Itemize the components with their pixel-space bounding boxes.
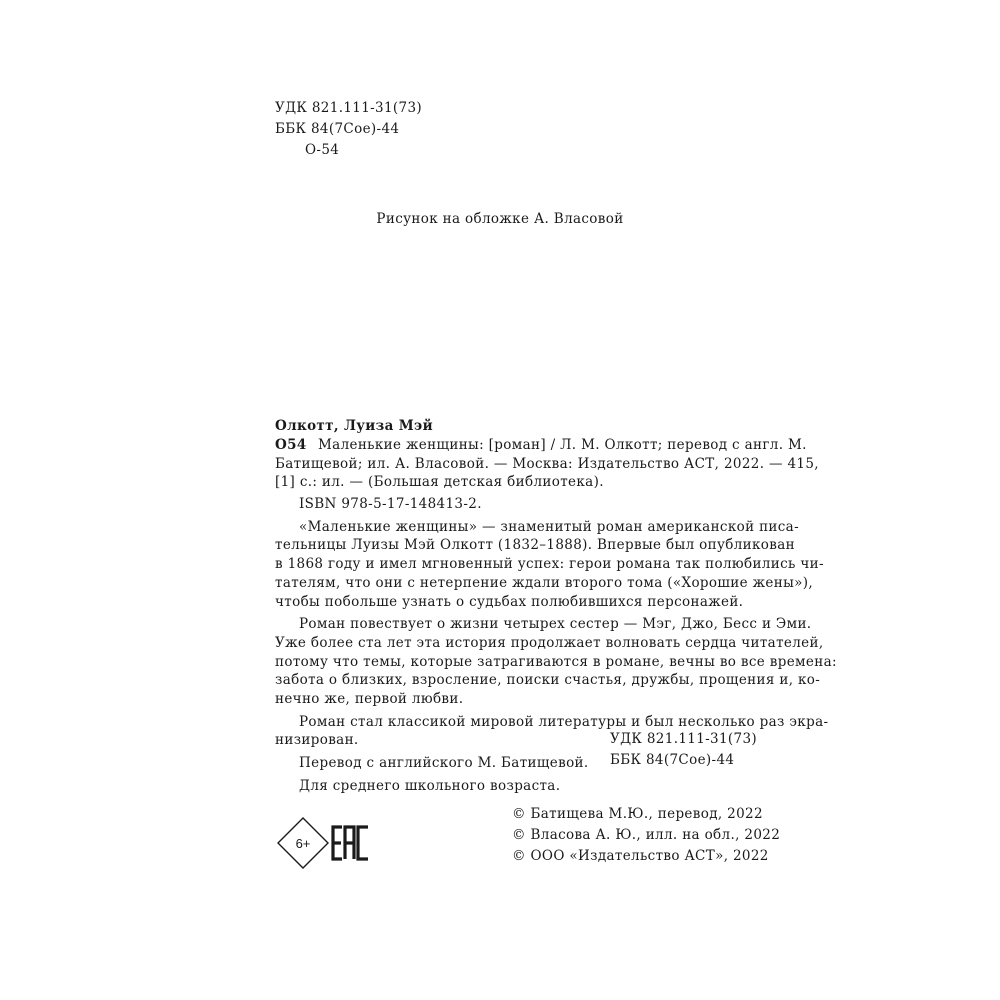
description-line: Батищевой; ил. А. Власовой. — Москва: Издательство АСТ, 2022. — 415, xyxy=(275,455,819,472)
annotation-line: нечно же, первой любви. xyxy=(275,690,464,707)
bibliographic-entry xyxy=(275,436,819,492)
age-rating-text: 6+ xyxy=(295,836,311,851)
copyright-line: © Батищева М.Ю., перевод, 2022 xyxy=(512,806,763,822)
cover-credit: Рисунок на обложке А. Власовой xyxy=(376,211,624,227)
annotation-line: Уже более ста лет эта история продолжает волновать сердца читателей, xyxy=(275,634,824,651)
age-rating-badge xyxy=(275,815,331,871)
copyright-line: © ООО «Издательство АСТ», 2022 xyxy=(512,848,769,864)
annotation-line: тателям, что они с нетерпение ждали второго тома («Хорошие жены»), xyxy=(275,574,814,591)
bbk-code: ББК 84(7Сое)-44 xyxy=(275,121,400,137)
annotation-line: «Маленькие женщины» — знаменитый роман американской писа- xyxy=(299,518,799,535)
annotation-line: Роман стал классикой мировой литературы и был несколько раз экра- xyxy=(299,713,829,730)
annotation-line: Роман повествует о жизни четырех сестер — Мэг, Джо, Бесс и Эми. xyxy=(299,616,812,633)
annotation-line: низирован. xyxy=(275,732,359,749)
entry-code: О54 xyxy=(275,437,307,453)
author-heading: Олкотт, Луиза Мэй xyxy=(275,418,433,434)
udk-code-bottom: УДК 821.111-31(73) xyxy=(610,731,758,747)
copyright-line: © Власова А. Ю., илл. на обл., 2022 xyxy=(512,827,781,843)
annotation-line: потому что темы, которые затрагиваются в романе, вечны во все времена: xyxy=(275,653,837,670)
bbk-code-bottom: ББК 84(7Сое)-44 xyxy=(610,752,735,768)
translation-note: Перевод с английского М. Батищевой. xyxy=(299,755,589,771)
isbn: ISBN 978-5-17-148413-2. xyxy=(299,496,482,513)
annotation-line: забота о близких, взросление, поиски счастья, дружбы, прощения и, ко- xyxy=(275,672,821,689)
annotation-line: чтобы побольше узнать о судьбах полюбившихся персонажей. xyxy=(275,593,744,610)
annotation-paragraph-1 xyxy=(275,518,824,611)
audience-note: Для среднего школьного возраста. xyxy=(299,777,561,794)
description-line: Маленькие женщины: [роман] / Л. М. Олкотт; перевод с англ. М. xyxy=(318,437,807,453)
classification-bottom xyxy=(610,729,757,771)
copyright-block xyxy=(512,804,780,867)
eac-certification-icon xyxy=(331,823,371,863)
annotation-paragraph-2 xyxy=(275,615,837,708)
classification-top xyxy=(275,98,422,161)
description-line: [1] с.: ил. — (Большая детская библиотека). xyxy=(275,474,604,491)
annotation-line: в 1868 году и имел мгновенный успех: герои романа так полюбились чи- xyxy=(275,556,824,573)
annotation-line: тельницы Луизы Мэй Олкотт (1832–1888). Впервые был опубликован xyxy=(275,537,795,554)
udk-code: УДК 821.111-31(73) xyxy=(275,100,423,116)
author-mark: О-54 xyxy=(305,142,340,158)
